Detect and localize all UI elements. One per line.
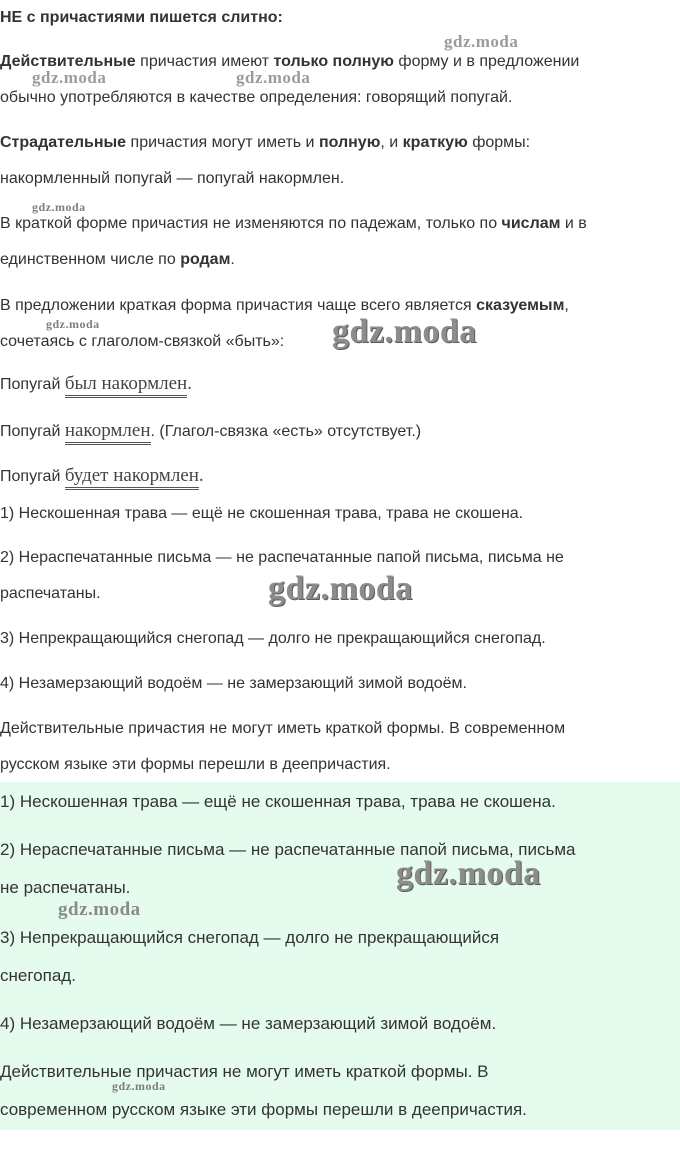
watermark: gdz.moda <box>268 570 413 607</box>
example-sentence: Попугай был накормлен. <box>0 374 192 395</box>
watermark: gdz.moda <box>112 1079 166 1093</box>
note-line: русском языке эти формы перешли в деепричастия. <box>0 756 391 773</box>
list-item: 3) Непрекращающийся снегопад — долго не прекращающийся снегопад. <box>0 630 546 647</box>
paragraph-predicate-line1: В предложении краткая форма причастия чаще всего является сказуемым, <box>0 297 569 314</box>
watermark: gdz.moda <box>332 313 477 350</box>
watermark: gdz.moda <box>58 899 141 920</box>
list-item-continuation: распечатаны. <box>0 585 101 602</box>
answer-item: 3) Непрекращающийся снегопад — долго не прекращающийся <box>0 928 500 947</box>
answer-note: современном русском языке эти формы перешли в деепричастия. <box>0 1100 527 1119</box>
answer-item-continuation: снегопад. <box>0 966 76 985</box>
watermark: gdz.moda <box>236 68 311 87</box>
answer-note: Действительные причастия не могут иметь краткой формы. В <box>0 1062 489 1081</box>
example-sentence: Попугай накормлен. (Глагол-связка «есть» отсутствует.) <box>0 421 421 442</box>
example-sentence: Попугай будет накормлен. <box>0 466 204 487</box>
paragraph-active-line2: обычно употребляются в качестве определения: говорящий попугай. <box>0 89 513 106</box>
watermark: gdz.moda <box>46 317 100 331</box>
paragraph-predicate-line2: сочетаясь с глаголом-связкой «быть»: <box>0 333 285 350</box>
answer-item: 4) Незамерзающий водоём — не замерзающий зимой водоём. <box>0 1014 497 1033</box>
paragraph-passive-line2: накормленный попугай — попугай накормлен. <box>0 170 345 187</box>
list-item: 2) Нераспечатанные письма — не распечатанные папой письма, письма не <box>0 549 564 566</box>
paragraph-short-form-line1: В краткой форме причастия не изменяются по падежам, только по числам и в <box>0 215 587 232</box>
paragraph-short-form-line2: единственном числе по родам. <box>0 251 235 268</box>
answer-block <box>0 782 680 1130</box>
answer-item: 1) Нескошенная трава — ещё не скошенная трава, трава не скошена. <box>0 792 556 811</box>
watermark: gdz.moda <box>32 68 107 87</box>
predicate-underlined: был накормлен <box>65 373 187 398</box>
answer-item: 2) Нераспечатанные письма — не распечатанные папой письма, письма <box>0 840 576 859</box>
paragraph-passive-line1: Страдательные причастия могут иметь и полную, и краткую формы: <box>0 134 531 151</box>
watermark: gdz.moda <box>396 855 541 892</box>
watermark: gdz.moda <box>444 32 519 51</box>
list-item: 1) Нескошенная трава — ещё не скошенная трава, трава не скошена. <box>0 505 524 522</box>
paragraph-active-line1: Действительные причастия имеют только полную форму и в предложении <box>0 53 580 70</box>
predicate-underlined: накормлен <box>65 420 151 445</box>
note-line: Действительные причастия не могут иметь краткой формы. В современном <box>0 720 566 737</box>
answer-item-continuation: не распечатаны. <box>0 878 131 897</box>
predicate-underlined: будет накормлен <box>65 465 199 490</box>
watermark: gdz.moda <box>32 200 86 214</box>
list-item: 4) Незамерзающий водоём — не замерзающий зимой водоём. <box>0 675 467 692</box>
section-heading: НЕ с причастиями пишется слитно: <box>0 9 283 26</box>
